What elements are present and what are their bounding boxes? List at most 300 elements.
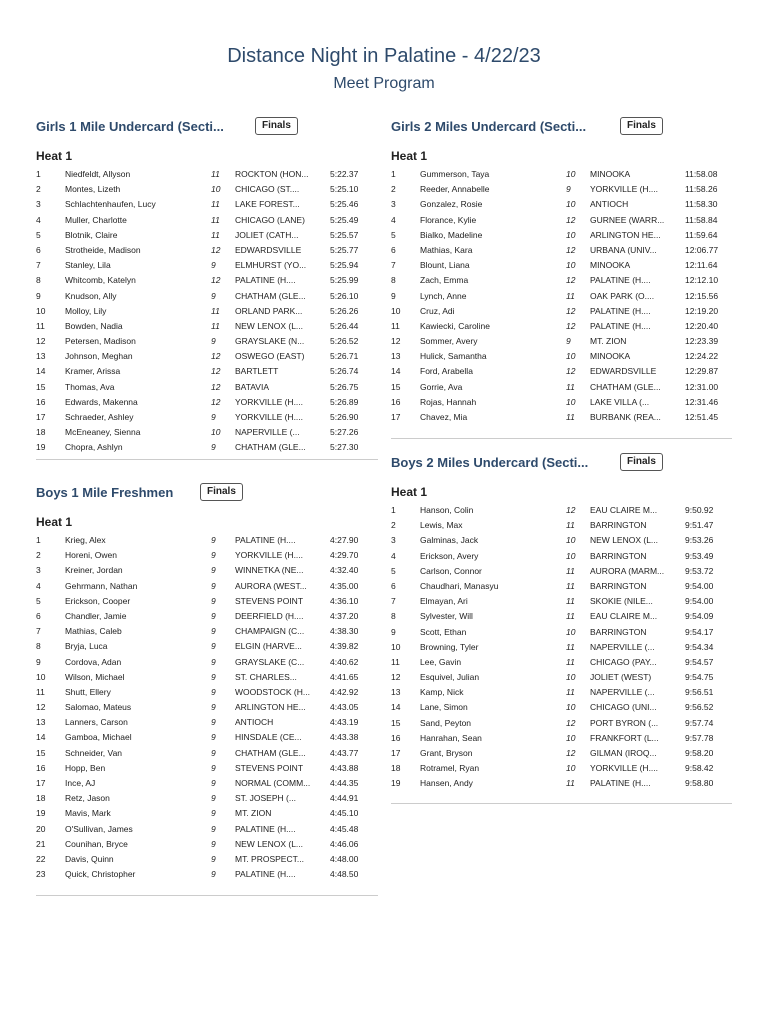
grade: 9	[211, 290, 216, 301]
athlete-name: Erickson, Cooper	[65, 595, 131, 606]
athlete-name: Johnson, Meghan	[65, 351, 133, 362]
athlete-name: Gummerson, Taya	[420, 169, 490, 179]
place: 20	[36, 823, 46, 834]
grade: 12	[566, 244, 576, 255]
athlete-name: Strotheide, Madison	[65, 244, 141, 255]
result-row	[36, 700, 378, 715]
athlete-name: Thomas, Ava	[65, 381, 115, 392]
team: PALATINE (H....	[235, 869, 296, 880]
time: 4:48.50	[330, 869, 359, 880]
athlete-name: Rotramel, Ryan	[420, 763, 480, 774]
place: 4	[36, 580, 41, 591]
result-row	[36, 243, 378, 258]
team: HINSDALE (CE...	[235, 732, 302, 743]
athlete-name: Reeder, Annabelle	[420, 184, 490, 195]
grade: 12	[566, 366, 576, 377]
time: 5:25.99	[330, 275, 359, 286]
result-row	[391, 503, 733, 518]
event-title: Girls 2 Miles Undercard (Secti...	[391, 119, 587, 134]
result-row	[36, 228, 378, 243]
place: 4	[36, 214, 41, 225]
event-title: Boys 2 Miles Undercard (Secti...	[391, 455, 589, 470]
place: 1	[36, 535, 41, 545]
result-row	[391, 716, 733, 731]
grade: 12	[566, 305, 576, 316]
grade: 9	[211, 626, 216, 637]
grade: 9	[211, 732, 216, 743]
section-divider	[391, 438, 732, 439]
grade: 9	[211, 671, 216, 682]
result-row	[36, 182, 378, 197]
team: YORKVILLE (H....	[235, 550, 304, 561]
result-row	[36, 715, 378, 730]
team: YORKVILLE (H....	[590, 763, 659, 774]
result-row	[36, 167, 378, 182]
time: 12:31.00	[685, 381, 719, 392]
team: MT. ZION	[590, 336, 627, 347]
athlete-name: Ford, Arabella	[420, 366, 473, 377]
grade: 9	[566, 184, 571, 195]
time: 4:48.00	[330, 853, 359, 864]
team: CHICAGO (PAY...	[590, 656, 657, 667]
team: NAPERVILLE (...	[590, 641, 655, 652]
result-row	[391, 670, 733, 685]
page-title: Distance Night in Palatine - 4/22/23	[227, 45, 541, 67]
place: 7	[391, 596, 396, 607]
team: BARTLETT	[235, 366, 279, 377]
athlete-name: Carlson, Connor	[420, 565, 482, 576]
place: 21	[36, 838, 46, 849]
result-row	[36, 319, 378, 334]
athlete-name: Whitcomb, Katelyn	[65, 275, 136, 286]
team: CHAMPAIGN (C...	[235, 626, 305, 637]
athlete-name: Lynch, Anne	[420, 290, 467, 301]
grade: 10	[566, 260, 576, 271]
result-row	[36, 776, 378, 791]
grade: 10	[566, 199, 576, 210]
time: 5:25.77	[330, 244, 359, 255]
result-row	[36, 685, 378, 700]
place: 10	[391, 305, 401, 316]
team: MINOOKA	[590, 351, 631, 362]
team: ARLINGTON HE...	[590, 229, 661, 240]
result-row	[36, 670, 378, 685]
time: 5:26.10	[330, 290, 359, 301]
grade: 9	[211, 260, 216, 271]
grade: 11	[211, 229, 220, 240]
result-row	[36, 594, 378, 609]
time: 5:26.52	[330, 336, 359, 347]
athlete-name: Mathias, Kara	[420, 244, 473, 255]
time: 9:54.17	[685, 626, 714, 637]
athlete-name: Edwards, Makenna	[65, 396, 138, 407]
team: MT. ZION	[235, 808, 272, 819]
time: 5:26.26	[330, 305, 359, 316]
place: 3	[36, 199, 41, 210]
result-row	[391, 273, 733, 288]
place: 13	[391, 351, 401, 362]
grade: 12	[211, 381, 221, 392]
athlete-name: Wilson, Michael	[65, 671, 125, 682]
result-row	[36, 730, 378, 745]
event-header	[391, 453, 733, 475]
grade: 12	[566, 505, 576, 515]
athlete-name: Shutt, Ellery	[65, 686, 111, 697]
team: CHATHAM (GLE...	[235, 442, 306, 453]
place: 5	[36, 595, 41, 606]
grade: 9	[211, 717, 216, 728]
result-row	[36, 655, 378, 670]
team: YORKVILLE (H....	[590, 184, 659, 195]
time: 9:54.00	[685, 596, 714, 607]
place: 16	[391, 396, 401, 407]
grade: 10	[566, 763, 576, 774]
time: 12:12.10	[685, 275, 719, 286]
grade: 9	[211, 535, 216, 545]
grade: 12	[211, 351, 221, 362]
grade: 10	[566, 396, 576, 407]
place: 16	[36, 762, 46, 773]
result-row	[36, 852, 378, 867]
place: 4	[391, 214, 396, 225]
team: CHICAGO (LANE)	[235, 214, 305, 225]
grade: 12	[566, 320, 576, 331]
time: 4:36.10	[330, 595, 359, 606]
grade: 9	[211, 853, 216, 864]
team: PALATINE (H....	[590, 320, 651, 331]
place: 19	[391, 778, 401, 789]
event-header	[36, 117, 378, 139]
athlete-name: Counihan, Bryce	[65, 838, 128, 849]
place: 14	[36, 732, 46, 743]
finals-button[interactable]: Finals	[620, 453, 663, 471]
result-row	[36, 425, 378, 440]
team: EDWARDSVILLE	[590, 366, 657, 377]
place: 6	[36, 244, 41, 255]
place: 9	[36, 290, 41, 301]
time: 4:38.30	[330, 626, 359, 637]
result-row	[36, 806, 378, 821]
athlete-name: Browning, Tyler	[420, 641, 479, 652]
place: 5	[391, 229, 396, 240]
athlete-name: Blount, Liana	[420, 260, 470, 271]
grade: 10	[566, 351, 576, 362]
place: 12	[391, 336, 401, 347]
athlete-name: Chaudhari, Manasyu	[420, 580, 499, 591]
place: 19	[36, 442, 46, 453]
grade: 9	[211, 823, 216, 834]
grade: 11	[566, 641, 575, 652]
result-row	[391, 258, 733, 273]
time: 5:26.75	[330, 381, 359, 392]
grade: 9	[211, 869, 216, 880]
place: 11	[391, 320, 400, 331]
result-row	[391, 700, 733, 715]
athlete-name: Chandler, Jamie	[65, 610, 127, 621]
team: MINOOKA	[590, 260, 631, 271]
time: 12:15.56	[685, 290, 719, 301]
grade: 9	[566, 336, 571, 347]
grade: 9	[211, 686, 216, 697]
heat-label: Heat 1	[36, 149, 73, 163]
team: PALATINE (H....	[590, 275, 651, 286]
result-row	[391, 167, 733, 182]
time: 9:56.52	[685, 702, 714, 713]
athlete-name: Horeni, Owen	[65, 550, 117, 561]
place: 12	[391, 672, 401, 683]
finals-button[interactable]: Finals	[620, 117, 663, 135]
team: BURBANK (REA...	[590, 412, 661, 422]
heat-label: Heat 1	[36, 515, 73, 529]
team: AURORA (WEST...	[235, 580, 307, 591]
heat-label: Heat 1	[391, 149, 428, 163]
result-row	[391, 349, 733, 364]
time: 9:57.74	[685, 717, 714, 728]
team: NEW LENOX (L...	[235, 838, 304, 849]
result-row	[391, 655, 733, 670]
result-row	[391, 213, 733, 228]
place: 7	[36, 626, 41, 637]
team: ST. JOSEPH (...	[235, 793, 296, 804]
result-row	[391, 761, 733, 776]
place: 13	[36, 351, 46, 362]
heat-label: Heat 1	[391, 485, 428, 499]
athlete-name: Sommer, Avery	[420, 336, 478, 347]
team: YORKVILLE (H....	[235, 396, 304, 407]
result-row	[36, 746, 378, 761]
grade: 10	[211, 184, 221, 195]
athlete-name: Muller, Charlotte	[65, 214, 127, 225]
athlete-name: Schraeder, Ashley	[65, 412, 134, 422]
section-divider	[391, 803, 732, 804]
time: 4:46.06	[330, 838, 359, 849]
place: 3	[36, 565, 41, 576]
team: BARRINGTON	[590, 580, 647, 591]
athlete-name: Sand, Peyton	[420, 717, 472, 728]
athlete-name: Lewis, Max	[420, 520, 463, 531]
time: 4:40.62	[330, 656, 359, 667]
athlete-name: Kramer, Arissa	[65, 366, 121, 377]
team: WOODSTOCK (H...	[235, 686, 310, 697]
athlete-name: Elmayan, Ari	[420, 596, 468, 607]
athlete-name: Hopp, Ben	[65, 762, 106, 773]
athlete-name: Molloy, Lily	[65, 305, 107, 316]
athlete-name: McEneaney, Sienna	[65, 427, 141, 438]
result-row	[36, 822, 378, 837]
result-row	[391, 228, 733, 243]
time: 4:27.90	[330, 535, 359, 545]
team: STEVENS POINT	[235, 762, 304, 773]
athlete-name: Gonzalez, Rosie	[420, 199, 483, 210]
athlete-name: Florance, Kylie	[420, 214, 477, 225]
time: 5:22.37	[330, 169, 359, 179]
results-list	[36, 533, 378, 882]
time: 5:26.89	[330, 396, 359, 407]
athlete-name: Stanley, Lila	[65, 260, 111, 271]
place: 1	[36, 169, 41, 179]
result-row	[36, 395, 378, 410]
grade: 11	[566, 656, 575, 667]
team: PALATINE (H....	[235, 535, 296, 545]
team: GRAYSLAKE (N...	[235, 336, 305, 347]
place: 15	[36, 381, 46, 392]
place: 9	[36, 656, 41, 667]
team: BARRINGTON	[590, 550, 647, 561]
grade: 9	[211, 412, 216, 422]
team: SKOKIE (NILE...	[590, 596, 653, 607]
team: FRANKFORT (L...	[590, 732, 659, 743]
grade: 9	[211, 641, 216, 652]
finals-button[interactable]: Finals	[255, 117, 298, 135]
page-subtitle: Meet Program	[333, 75, 435, 92]
time: 4:41.65	[330, 671, 359, 682]
place: 12	[36, 336, 46, 347]
place: 5	[391, 565, 396, 576]
team: NORMAL (COMM...	[235, 778, 311, 788]
result-row	[391, 364, 733, 379]
team: CHICAGO (UNI...	[590, 702, 657, 713]
grade: 11	[566, 611, 575, 622]
grade: 10	[566, 672, 576, 683]
team: ANTIOCH	[235, 717, 274, 728]
team: ELGIN (HARVE...	[235, 641, 302, 652]
grade: 10	[566, 626, 576, 637]
time: 11:58.08	[685, 169, 718, 179]
team: MINOOKA	[590, 169, 631, 179]
team: CHATHAM (GLE...	[235, 290, 306, 301]
result-row	[391, 243, 733, 258]
grade: 10	[566, 169, 576, 179]
place: 6	[391, 244, 396, 255]
athlete-name: Gehrmann, Nathan	[65, 580, 138, 591]
team: OAK PARK (O....	[590, 290, 655, 301]
athlete-name: Knudson, Ally	[65, 290, 117, 301]
athlete-name: Blotnik, Claire	[65, 229, 118, 240]
time: 5:26.90	[330, 412, 359, 422]
grade: 9	[211, 793, 216, 804]
grade: 11	[211, 214, 220, 225]
result-row	[36, 410, 378, 425]
time: 9:58.20	[685, 748, 714, 758]
place: 18	[36, 793, 46, 804]
grade: 9	[211, 702, 216, 713]
time: 5:25.10	[330, 184, 359, 195]
athlete-name: Zach, Emma	[420, 275, 469, 286]
athlete-name: Kawiecki, Caroline	[420, 320, 490, 331]
results-list	[36, 167, 378, 456]
time: 4:43.77	[330, 747, 359, 758]
athlete-name: Hanson, Colin	[420, 505, 474, 515]
team: JOLIET (CATH...	[235, 229, 299, 240]
time: 12:31.46	[685, 396, 719, 407]
time: 9:54.57	[685, 656, 714, 667]
event-header	[36, 483, 378, 505]
grade: 11	[566, 520, 575, 531]
place: 14	[36, 366, 46, 377]
grade: 9	[211, 565, 216, 576]
result-row	[36, 334, 378, 349]
time: 11:58.84	[685, 214, 718, 225]
team: GRAYSLAKE (C...	[235, 656, 305, 667]
team: BARRINGTON	[590, 626, 647, 637]
team: PALATINE (H....	[590, 778, 651, 789]
time: 11:59.64	[685, 229, 718, 240]
result-row	[36, 609, 378, 624]
team: CHATHAM (GLE...	[235, 747, 306, 758]
result-row	[391, 594, 733, 609]
time: 4:44.35	[330, 778, 359, 788]
result-row	[36, 624, 378, 639]
time: 9:54.75	[685, 672, 714, 683]
time: 9:56.51	[685, 687, 714, 698]
grade: 12	[211, 244, 221, 255]
time: 4:45.48	[330, 823, 359, 834]
time: 11:58.26	[685, 184, 718, 195]
team: EDWARDSVILLE	[235, 244, 302, 255]
result-row	[391, 197, 733, 212]
athlete-name: Galminas, Jack	[420, 535, 479, 546]
time: 12:20.40	[685, 320, 719, 331]
place: 15	[36, 747, 46, 758]
result-row	[36, 761, 378, 776]
athlete-name: Bialko, Madeline	[420, 229, 483, 240]
place: 9	[391, 290, 396, 301]
team: URBANA (UNIV...	[590, 244, 657, 255]
team: DEERFIELD (H....	[235, 610, 304, 621]
athlete-name: Hulick, Samantha	[420, 351, 487, 362]
athlete-name: Chavez, Mia	[420, 412, 468, 422]
result-row	[36, 579, 378, 594]
result-row	[391, 609, 733, 624]
result-row	[36, 837, 378, 852]
team: PALATINE (H....	[235, 823, 296, 834]
team: BARRINGTON	[590, 520, 647, 531]
grade: 10	[566, 535, 576, 546]
place: 8	[36, 275, 41, 286]
grade: 9	[211, 762, 216, 773]
athlete-name: Gorrie, Ava	[420, 381, 463, 392]
event-title: Boys 1 Mile Freshmen	[36, 485, 174, 500]
athlete-name: Krieg, Alex	[65, 535, 106, 545]
result-row	[391, 334, 733, 349]
athlete-name: Lee, Gavin	[420, 656, 462, 667]
result-row	[36, 440, 378, 455]
place: 15	[391, 381, 401, 392]
result-row	[391, 579, 733, 594]
result-row	[391, 304, 733, 319]
time: 12:11.64	[685, 260, 718, 271]
team: PALATINE (H....	[590, 305, 651, 316]
grade: 10	[211, 427, 221, 438]
place: 8	[36, 641, 41, 652]
team: ELMHURST (YO...	[235, 260, 307, 271]
finals-button[interactable]: Finals	[200, 483, 243, 501]
team: YORKVILLE (H....	[235, 412, 304, 422]
team: ARLINGTON HE...	[235, 702, 306, 713]
athlete-name: Kamp, Nick	[420, 687, 464, 698]
time: 9:58.42	[685, 763, 714, 774]
team: LAKE FOREST...	[235, 199, 300, 210]
place: 7	[36, 260, 41, 271]
result-row	[391, 182, 733, 197]
result-row	[36, 304, 378, 319]
athlete-name: Scott, Ethan	[420, 626, 467, 637]
place: 17	[36, 778, 46, 788]
time: 12:51.45	[685, 412, 719, 422]
time: 4:29.70	[330, 550, 359, 561]
team: LAKE VILLA (...	[590, 396, 650, 407]
result-row	[391, 518, 733, 533]
